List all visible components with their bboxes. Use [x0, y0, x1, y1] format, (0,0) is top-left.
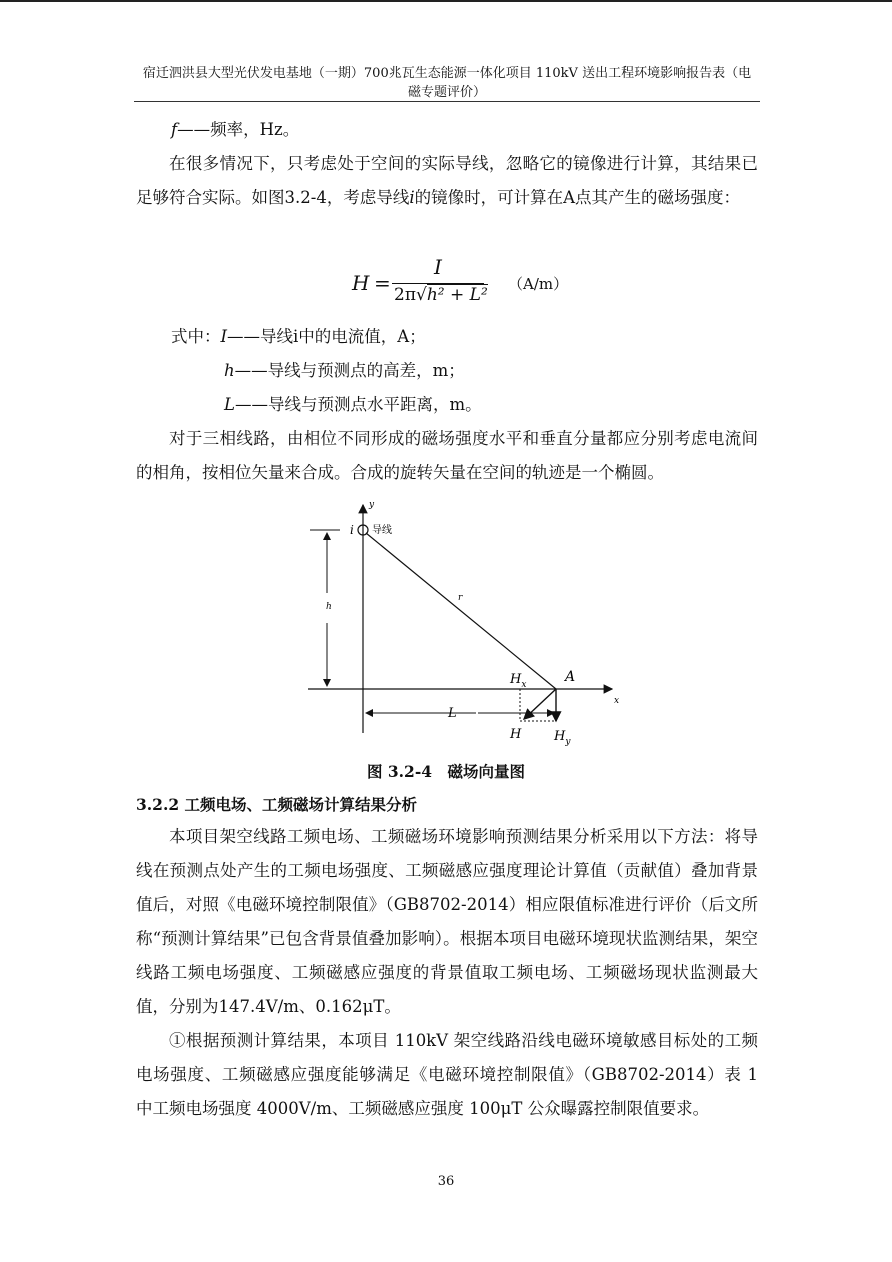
section-paragraph-2: ①根据预测计算结果，本项目 110kV 架空线路沿线电磁环境敏感目标处的工频电场强度、工频磁感应强度能够满足《电磁环境控制限值》（GB8702-2014）表 1 中工频电场强度 4000V/m、工频磁感应强度 100μT 公众曝露控制限值要求。 — [136, 1031, 758, 1118]
where-L: L——导线与预测点水平距离，m。 — [224, 395, 482, 414]
magnetic-field-formula — [352, 255, 612, 315]
magnetic-vector-diagram — [300, 493, 630, 748]
mirror-paragraph: 在很多情况下，只考虑处于空间的实际导线，忽略它的镜像进行计算，其结果已足够符合实际。如图3.2-4，考虑导线i的镜像时，可计算在A点其产生的磁场强度： — [136, 154, 758, 207]
figure-caption: 图 3.2-4 磁场向量图 — [366, 762, 526, 781]
formula-denominator: 2π√h² + L² — [394, 285, 488, 305]
where-h: h——导线与预测点的高差，m； — [224, 361, 465, 380]
section-heading: 3.2.2 工频电场、工频磁场计算结果分析 — [136, 795, 418, 814]
three-phase-paragraph: 对于三相线路，由相位不同形成的磁场强度水平和垂直分量都应分别考虑电流间的相角，按相位矢量来合成。合成的旋转矢量在空间的轨迹是一个椭圆。 — [136, 429, 758, 482]
where-I: 式中：I——导线i中的电流值，A； — [171, 327, 426, 346]
H-vector — [524, 689, 556, 719]
formula-numerator: I — [434, 255, 442, 279]
point-A-label: A — [565, 669, 576, 685]
Hy-label: $H_y$ — [554, 729, 571, 747]
page-number: 36 — [437, 1174, 455, 1189]
formula-unit: （A/m） — [508, 275, 569, 293]
body-where — [136, 320, 758, 490]
Hx-label: $H_x$ — [510, 672, 527, 690]
r-label: r — [458, 593, 463, 603]
L-label: L — [448, 706, 457, 721]
y-axis-label: y — [369, 500, 375, 510]
freq-definition: f——频率，Hz。 — [171, 120, 300, 139]
header-rule — [134, 101, 760, 102]
conductor-label: 导线 — [372, 525, 392, 536]
h-label: h — [326, 602, 332, 612]
formula-lhs: H — [352, 271, 370, 295]
body-section — [136, 820, 758, 1126]
x-axis-label: x — [614, 696, 620, 706]
r-line — [366, 533, 556, 689]
section-paragraph-1: 本项目架空线路工频电场、工频磁场环境影响预测结果分析采用以下方法：将导线在预测点处产生的工频电场强度、工频磁感应强度理论计算值（贡献值）叠加背景值后，对照《电磁环境控制限值》（GB8702-2014）相应限值标准进行评价（后文所称“预测计算结果”已包含背景值叠加影响）。根据本项目电磁环境现状监测结果，架空线路工频电场强度、工频磁感应强度的背景值取工频电场、工频磁场现状监测最大值，分别为147.4V/m、0.162μT。 — [136, 827, 758, 1016]
H-label: H — [510, 727, 522, 742]
header-line-2: 磁专题评价） — [407, 85, 486, 100]
page-top-border — [0, 0, 892, 2]
header-line-1: 宿迁泗洪县大型光伏发电基地（一期）700兆瓦生态能源一体化项目 110kV 送出工程环境影响报告表（电 — [142, 66, 752, 81]
conductor-symbol: i — [350, 523, 354, 537]
body-top — [136, 113, 758, 215]
page-header — [134, 64, 760, 102]
formula-equals: = — [374, 271, 391, 295]
